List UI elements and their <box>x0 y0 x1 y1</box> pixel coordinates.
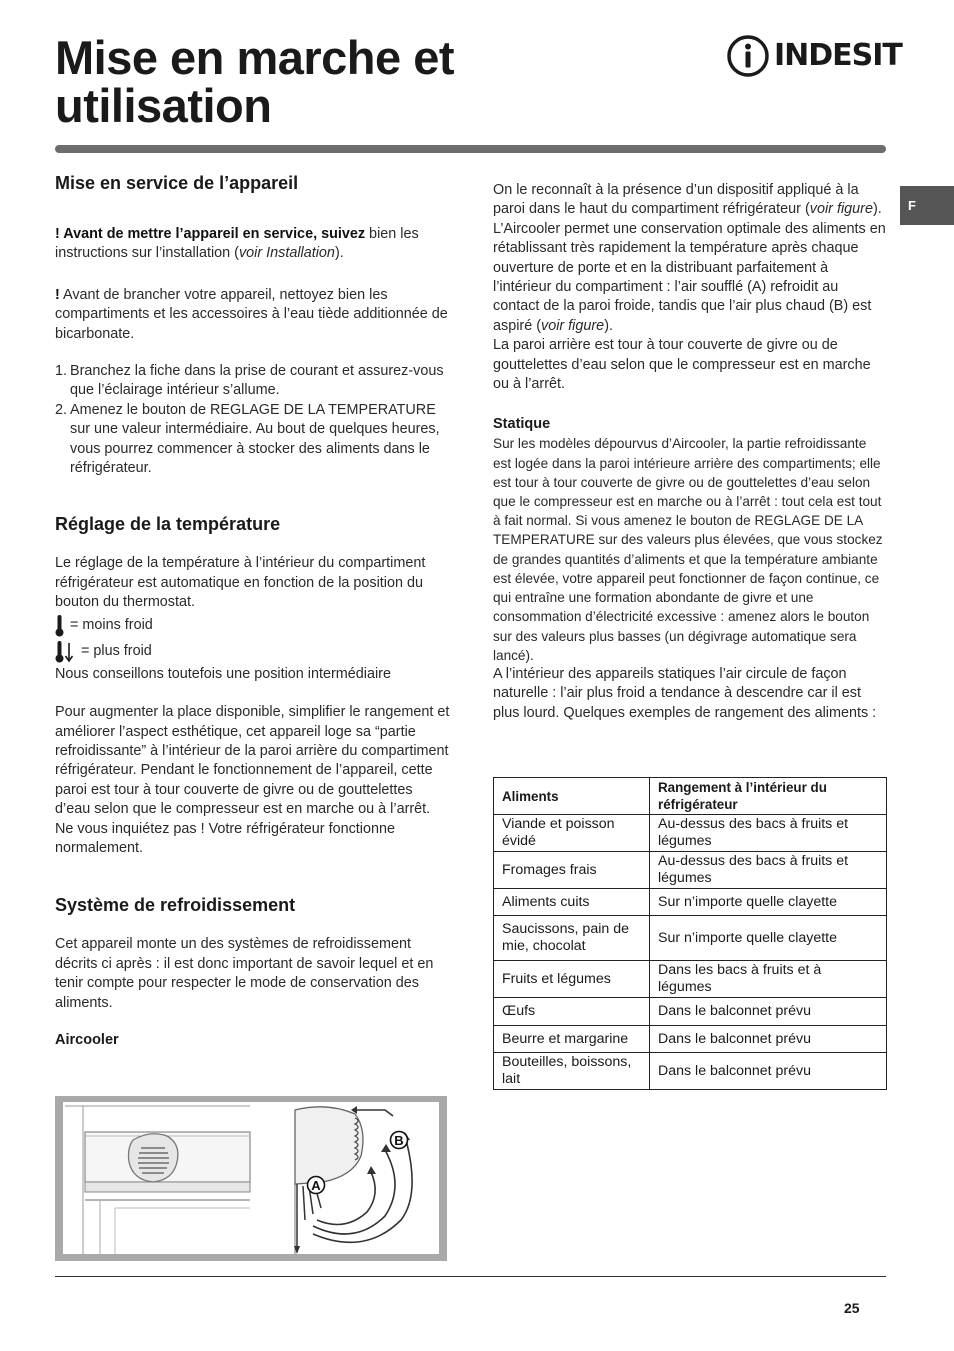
column-header: Rangement à l’intérieur du réfrigérateur <box>650 778 887 815</box>
table-cell: Dans le balconnet prévu <box>650 1053 887 1090</box>
table-cell: Fruits et légumes <box>494 961 650 998</box>
list-item: 1. Branchez la fiche dans la prise de courant et assurez-vous que l’éclairage intérieur s’allume. <box>55 363 444 399</box>
table-cell: Fromages frais <box>494 852 650 889</box>
paragraph-cleaning: ! Avant de brancher votre appareil, nettoyez bien les compartiments et les accessoires à l’eau tiède additionnée de bicarbonate. <box>55 286 448 342</box>
paragraph-statique: Sur les modèles dépourvus d’Aircooler, la partie refroidissante est logée dans la paroi intérieure arrière des compartiments; elle est tour à tour couverte de givre ou de gouttelettes d’eau selon que le compresseur est en marche ou à l’arrêt : tout cela est tout à fait normal. Si vous amenez le bouton de REGLAGE DE LA TEMPERATURE sur des valeurs plus élevées, que vous stockez de grandes quantités d’aliments et que la température ambiante est élevée, votre appareil peut fonctionner de façon continue, ce qui entraîne une formation abondante de givre et une consommation d’électricité excessive : amenez alors le bouton sur des valeurs plus basses (un dégivrage automatique sera lancé). <box>493 436 883 663</box>
table-header-row <box>494 778 887 815</box>
table-row <box>494 961 887 998</box>
page-number: 25 <box>844 1300 860 1316</box>
paragraph-back-wall: La paroi arrière est tour à tour couverte de givre ou de gouttelettes d’eau selon que le compresseur est en marche ou à l’arrêt. <box>493 337 871 393</box>
page-title: Mise en marche et utilisation <box>55 31 455 132</box>
paragraph-installation: ! Avant de mettre l’appareil en service, suivez bien les instructions sur l’installation (voir Installation). <box>55 226 419 262</box>
legend-more-cold: = plus froid <box>55 639 450 665</box>
table-cell: Aliments cuits <box>494 889 650 916</box>
paragraph-air-circulation: A l’intérieur des appareils statiques l’air circule de façon naturelle : l’air plus froid a tendance à descendre car il est plus lourd. Quelques exemples de rangement des aliments : <box>493 665 877 721</box>
right-column <box>493 181 888 723</box>
language-tab <box>900 186 954 225</box>
table-row <box>494 1026 887 1053</box>
left-column <box>55 172 450 1050</box>
section-title-reglage: Réglage de la température <box>55 514 281 535</box>
table-row <box>494 1053 887 1090</box>
table-cell: Beurre et margarine <box>494 1026 650 1053</box>
table-row <box>494 815 887 852</box>
thermometer-down-icon <box>55 641 75 663</box>
indesit-logo-icon <box>726 34 770 78</box>
table-cell: Au-dessus des bacs à fruits et légumes <box>650 852 887 889</box>
table-cell: Dans le balconnet prévu <box>650 998 887 1026</box>
table-row <box>494 889 887 916</box>
table-cell: Sur n’importe quelle clayette <box>650 916 887 961</box>
setup-steps <box>55 362 450 478</box>
brand-name: INDESIT <box>774 38 902 73</box>
table-cell: Dans les bacs à fruits et à légumes <box>650 961 887 998</box>
list-item: 2. Amenez le bouton de REGLAGE DE LA TEMPERATURE sur une valeur intermédiaire. Au bout de quelques heures, vous pourrez commencer à stocker des aliments dans le réfrigérateur. <box>55 401 440 477</box>
storage-table <box>493 777 887 1090</box>
paragraph-aircooler: On le reconnaît à la présence d’un dispositif appliqué à la paroi dans le haut du compartiment réfrigérateur (voir figure). L’Aircooler permet une conservation optimale des aliments en rétablissant très rapidement la température après chaque ouverture de porte et en la distribuant parfaitement à l’intérieur du compartiment : l’air soufflé (A) refroidit au contact de la paroi froide, tandis que l’air plus chaud (B) est aspiré (voir figure). <box>493 182 886 334</box>
brand-logo <box>726 34 902 78</box>
table-row <box>494 916 887 961</box>
language-tab-label: F <box>908 198 916 213</box>
table-cell: Bouteilles, boissons, lait <box>494 1053 650 1090</box>
thermometer-icon <box>55 615 64 637</box>
paragraph-thermostat: Le réglage de la température à l’intérieur du compartiment réfrigérateur est automatique en fonction de la position du bouton du thermostat. <box>55 555 426 611</box>
aircooler-figure <box>55 1096 447 1261</box>
table-cell: Au-dessus des bacs à fruits et légumes <box>650 815 887 852</box>
table-cell: Sur n’importe quelle clayette <box>650 889 887 916</box>
table-cell: Viande et poisson évidé <box>494 815 650 852</box>
paragraph-cooling-wall: Pour augmenter la place disponible, simplifier le rangement et améliorer l’aspect esthétique, cet appareil loge sa “partie refroidissante” à l’intérieur de la paroi arrière du compartiment réfrigérateur. Pendant le fonctionnement de l’appareil, cette paroi est tour à tour couverte de givre ou de gouttelettes d’eau selon que le compresseur est en marche ou à l’arrêt. Ne vous inquiétez pas ! Votre réfrigérateur fonctionne normalement. <box>55 704 450 856</box>
paragraph-systems: Cet appareil monte un des systèmes de refroidissement décrits ci après : il est donc important de savoir lequel et en tenir compte pour respecter le mode de conservation des aliments. <box>55 936 434 1011</box>
table-row <box>494 852 887 889</box>
section-title-mise-en-service: Mise en service de l’appareil <box>55 173 299 193</box>
figure-label-b: B <box>394 1133 404 1148</box>
column-header: Aliments <box>494 778 650 815</box>
legend-less-cold: = moins froid <box>55 613 450 639</box>
footer-divider <box>55 1276 886 1277</box>
subtitle-statique: Statique <box>493 416 551 433</box>
aircooler-illustration <box>55 1096 447 1261</box>
table-cell: Œufs <box>494 998 650 1026</box>
table-cell: Dans le balconnet prévu <box>650 1026 887 1053</box>
figure-label-a: A <box>311 1178 321 1193</box>
paragraph-advice: Nous conseillons toutefois une position intermédiaire <box>55 665 391 682</box>
subtitle-aircooler: Aircooler <box>55 1031 119 1048</box>
table-cell: Saucissons, pain de mie, chocolat <box>494 916 650 961</box>
table-row <box>494 998 887 1026</box>
header-divider <box>55 145 886 153</box>
section-title-systeme: Système de refroidissement <box>55 895 296 916</box>
